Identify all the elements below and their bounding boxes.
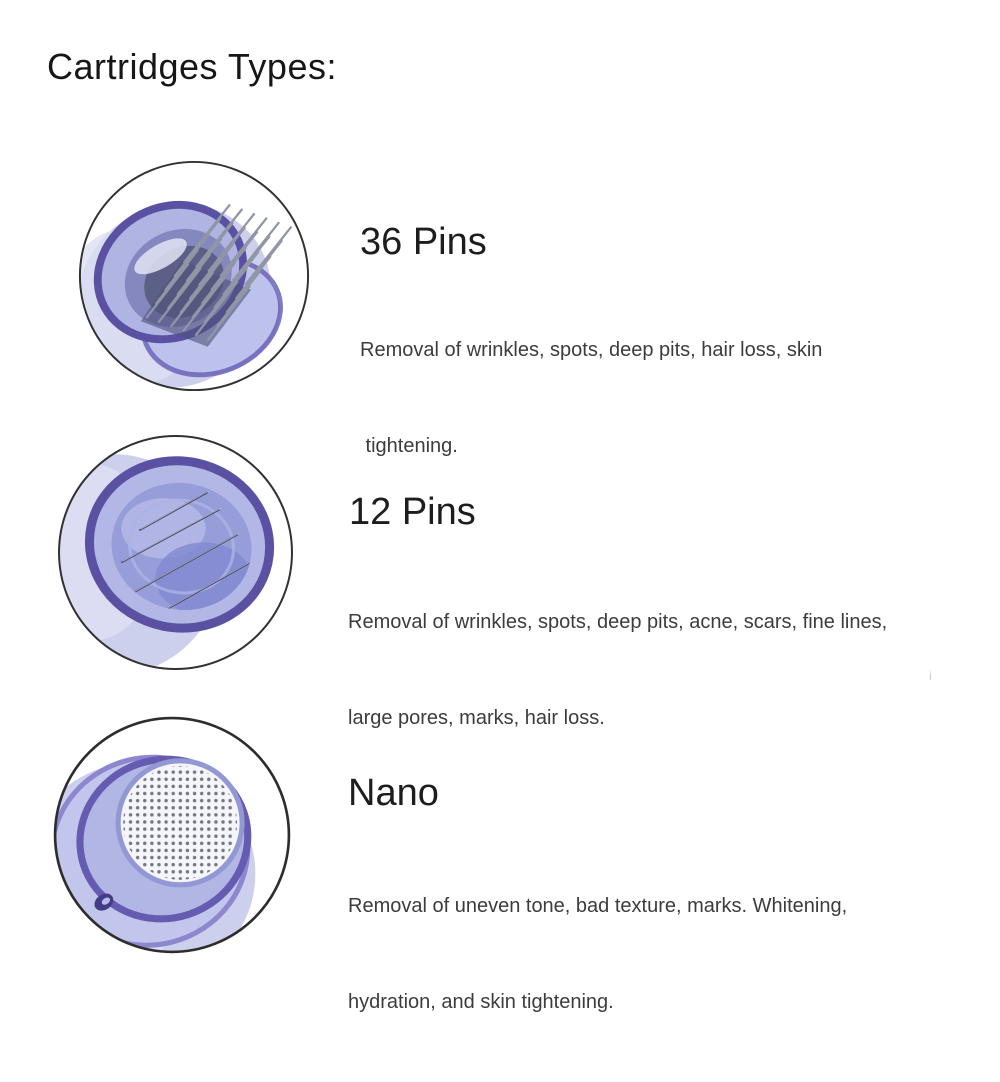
cartridge-36-pins-photo (76, 158, 312, 394)
section-description-36-pins (360, 270, 822, 526)
section-heading-12-pins: 12 Pins (349, 491, 476, 533)
description-line: Removal of uneven tone, bad texture, marks. Whitening, (348, 895, 848, 917)
stray-artifact: i (929, 669, 932, 683)
description-line: tightening. (360, 435, 458, 457)
nano-dot-grid (123, 766, 237, 880)
description-line: large pores, marks, hair loss. (348, 707, 605, 729)
page-title: Cartridges Types: (47, 46, 337, 87)
description-line: hydration, and skin tightening. (348, 991, 614, 1013)
section-heading-nano: Nano (348, 772, 439, 814)
cartridge-nano-photo (50, 713, 294, 957)
section-description-nano (348, 826, 847, 1082)
section-description-12-pins (348, 542, 887, 798)
cartridge-12-pins-photo (55, 432, 296, 673)
description-line: Removal of wrinkles, spots, deep pits, hair loss, skin (360, 339, 823, 361)
section-heading-36-pins: 36 Pins (360, 221, 487, 263)
description-line: Removal of wrinkles, spots, deep pits, acne, scars, fine lines, (348, 611, 888, 633)
